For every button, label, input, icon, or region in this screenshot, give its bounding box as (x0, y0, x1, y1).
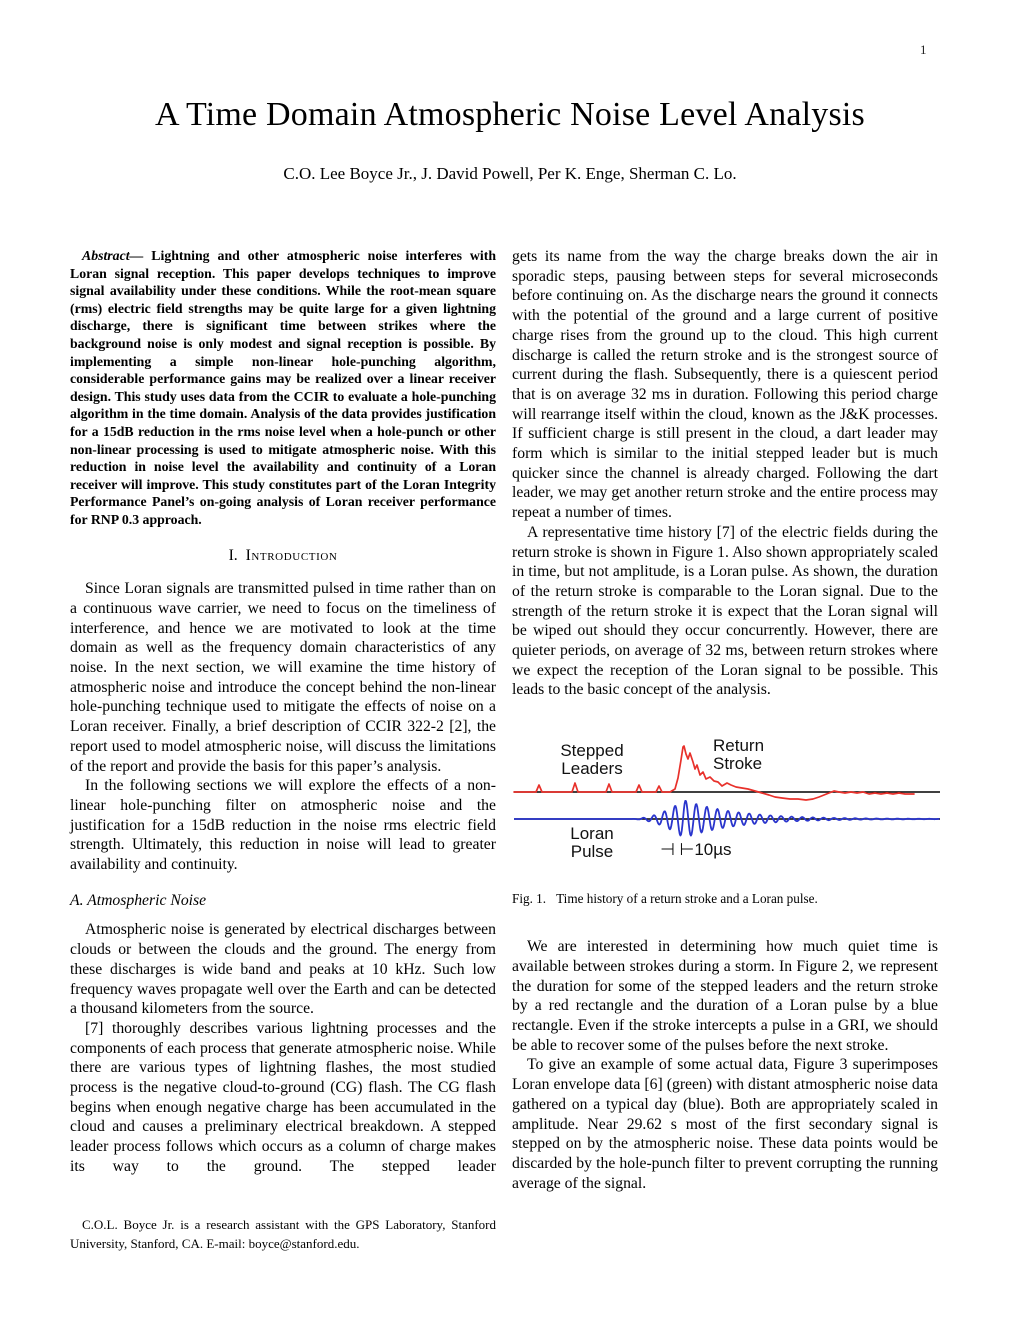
section-title: Introduction (245, 546, 338, 564)
right-column (512, 247, 938, 1193)
paper-title: A Time Domain Atmospheric Noise Level Analysis (155, 96, 865, 133)
figure-label-return-stroke: Return Stroke (713, 736, 765, 774)
paragraph-atmos-2-right: gets its name from the way the charge breaks down the air in sporadic steps, pausing between steps for several microseconds before continuing on. As the discharge nears the ground it connects with the potential of the ground and a large current of positive charge rises from the ground up to the cloud. This high current discharge is called the return stroke and is the strongest source of current during the flash. Subsequently, there is a quiescent period that is on average 32 ms in duration. Following this period charge will rearrange itself within the cloud, known as the J&K processes. If sufficient charge is still present in the cloud, a dart leader may form which is similar to the initial stepped leader but is much quicker since the channel is already charged. Following the dart leader, we may get another return stroke and the entire process may repeat a number of times. (512, 248, 938, 522)
page-number: 1 (920, 42, 927, 57)
figure-label-loran-pulse: Loran Pulse (570, 824, 614, 862)
figure-scale-annotation: ⊣ ⊢10µs (660, 840, 732, 860)
figure1-caption-label: Fig. 1. (512, 891, 547, 907)
author-footnote: C.O.L. Boyce Jr. is a research assistant with the GPS Laboratory, Stanford University, Stanford, CA. E-mail: boyce@stanford.edu. (70, 1216, 496, 1253)
figure-label-stepped-leaders: Stepped Leaders (560, 741, 624, 779)
abstract (70, 247, 496, 529)
paragraph-atmos-3: A representative time history [7] of the electric fields during the return stroke is shown in Figure 1. Also shown appropriately scaled in time, but not amplitude, is a Loran pulse. As shown, the duration of the return stroke is comparable to the Loran signal. Due to the strength of the return stroke it is expect that the Loran signal will be wiped out should they occur concurrently. However, there are quieter periods, on average of 32 ms, between return strokes where we expect the reception of the Loran signal to be possible. This leads to the basic concept of the analysis. (512, 523, 938, 699)
figure1-caption (512, 890, 938, 907)
abstract-label: Abstract— (82, 248, 144, 263)
left-column (70, 247, 496, 1177)
section-heading-introduction (70, 546, 496, 566)
paragraph-intro-2: In the following sections we will explore the effects of a non-linear hole-punching filter on atmospheric noise and the justification for a 15dB reduction in the noise rms electric field strength. Ultimately, this reduction in noise will lead to greater availability and continuity. (70, 777, 496, 874)
paragraph-atmos-1: Atmospheric noise is generated by electrical discharges between clouds or between the clouds and the ground. The energy from these discharges is wide band and peaks at 10 kHz. Such low frequency waves propagate well over the Earth and can be detected a thousand kilometers from the source. (70, 921, 496, 1018)
paragraph-atmos-4: We are interested in determining how much quiet time is available between strokes during a storm. In Figure 2, we represent the duration for some of the stepped leaders and the return stroke by a red rectangle and the duration of a Loran pulse by a blue rectangle. Even if the stroke intercepts a pulse in a GRI, we should be able to recover some of the pulses before the next stroke. (512, 938, 938, 1054)
paragraph-atmos-5: To give an example of some actual data, Figure 3 superimposes Loran envelope data [6] (green) with distant atmospheric noise data gathered on a typical day (blue). Both are appropriately scaled in amplitude. Near 29.62 s most of the first secondary signal is stepped on by the atmospheric noise. These data points would be discarded by the hole-punch filter to prevent corrupting the running average of the signal. (512, 1056, 938, 1192)
figure1 (512, 726, 940, 876)
paper-authors: C.O. Lee Boyce Jr., J. David Powell, Per K. Enge, Sherman C. Lo. (283, 164, 737, 183)
figure1-caption-text: Time history of a return stroke and a Loran pulse. (556, 891, 818, 907)
section-number: I. (228, 546, 238, 564)
subsection-heading-atmospheric-noise: A. Atmospheric Noise (70, 891, 207, 909)
paragraph-atmos-2-left: [7] thoroughly describes various lightning processes and the components of each process that generate atmospheric noise. While there are various types of lightning flashes, the most studied process is the negative cloud-to-ground (CG) flash. The CG flash begins when enough negative charge has been accumulated in the cloud and causes a preliminary electrical breakdown. A stepped leader process follows which occurs as a column of charge makes its way to the ground. The stepped leader (70, 1019, 496, 1175)
abstract-text: Lightning and other atmospheric noise interferes with Loran signal reception. This paper develops techniques to improve signal availability under these conditions. While the root-mean square (rms) electric field strengths may be quite large for a given lightning discharge, there is significant time between strikes where the background noise is only modest and signal reception is possible. By implementing a simple non-linear hole-punching algorithm, considerable performance gains may be realized over a linear receiver design. This study uses data from the CCIR to evaluate a hole-punching algorithm in the time domain. Analysis of the data provides justification for a 15dB reduction in the rms noise level when a hole-punch or other non-linear processing is used to mitigate atmospheric noise. With this reduction in noise level the availability and continuity of a Loran receiver will improve. This study constitutes part of the Loran Integrity Performance Panel’s on-going analysis of Loran receiver performance for RNP 0.3 approach. (70, 248, 496, 527)
paragraph-intro-1: Since Loran signals are transmitted pulsed in time rather than on a continuous wave carrier, we need to focus on the timeliness of interference, and hence we are motivated to look at the time domain as well as the frequency domain characteristics of any noise. In the next section, we will examine the time history of atmospheric noise and introduce the concept behind the non-linear hole-punching technique used to mitigate the effects of noise on a Loran receiver. Finally, a brief description of CCIR 322-2 [2], the report used to model atmospheric noise, will discuss the limitations of the report and provide the basis for this paper’s analysis. (70, 580, 496, 775)
